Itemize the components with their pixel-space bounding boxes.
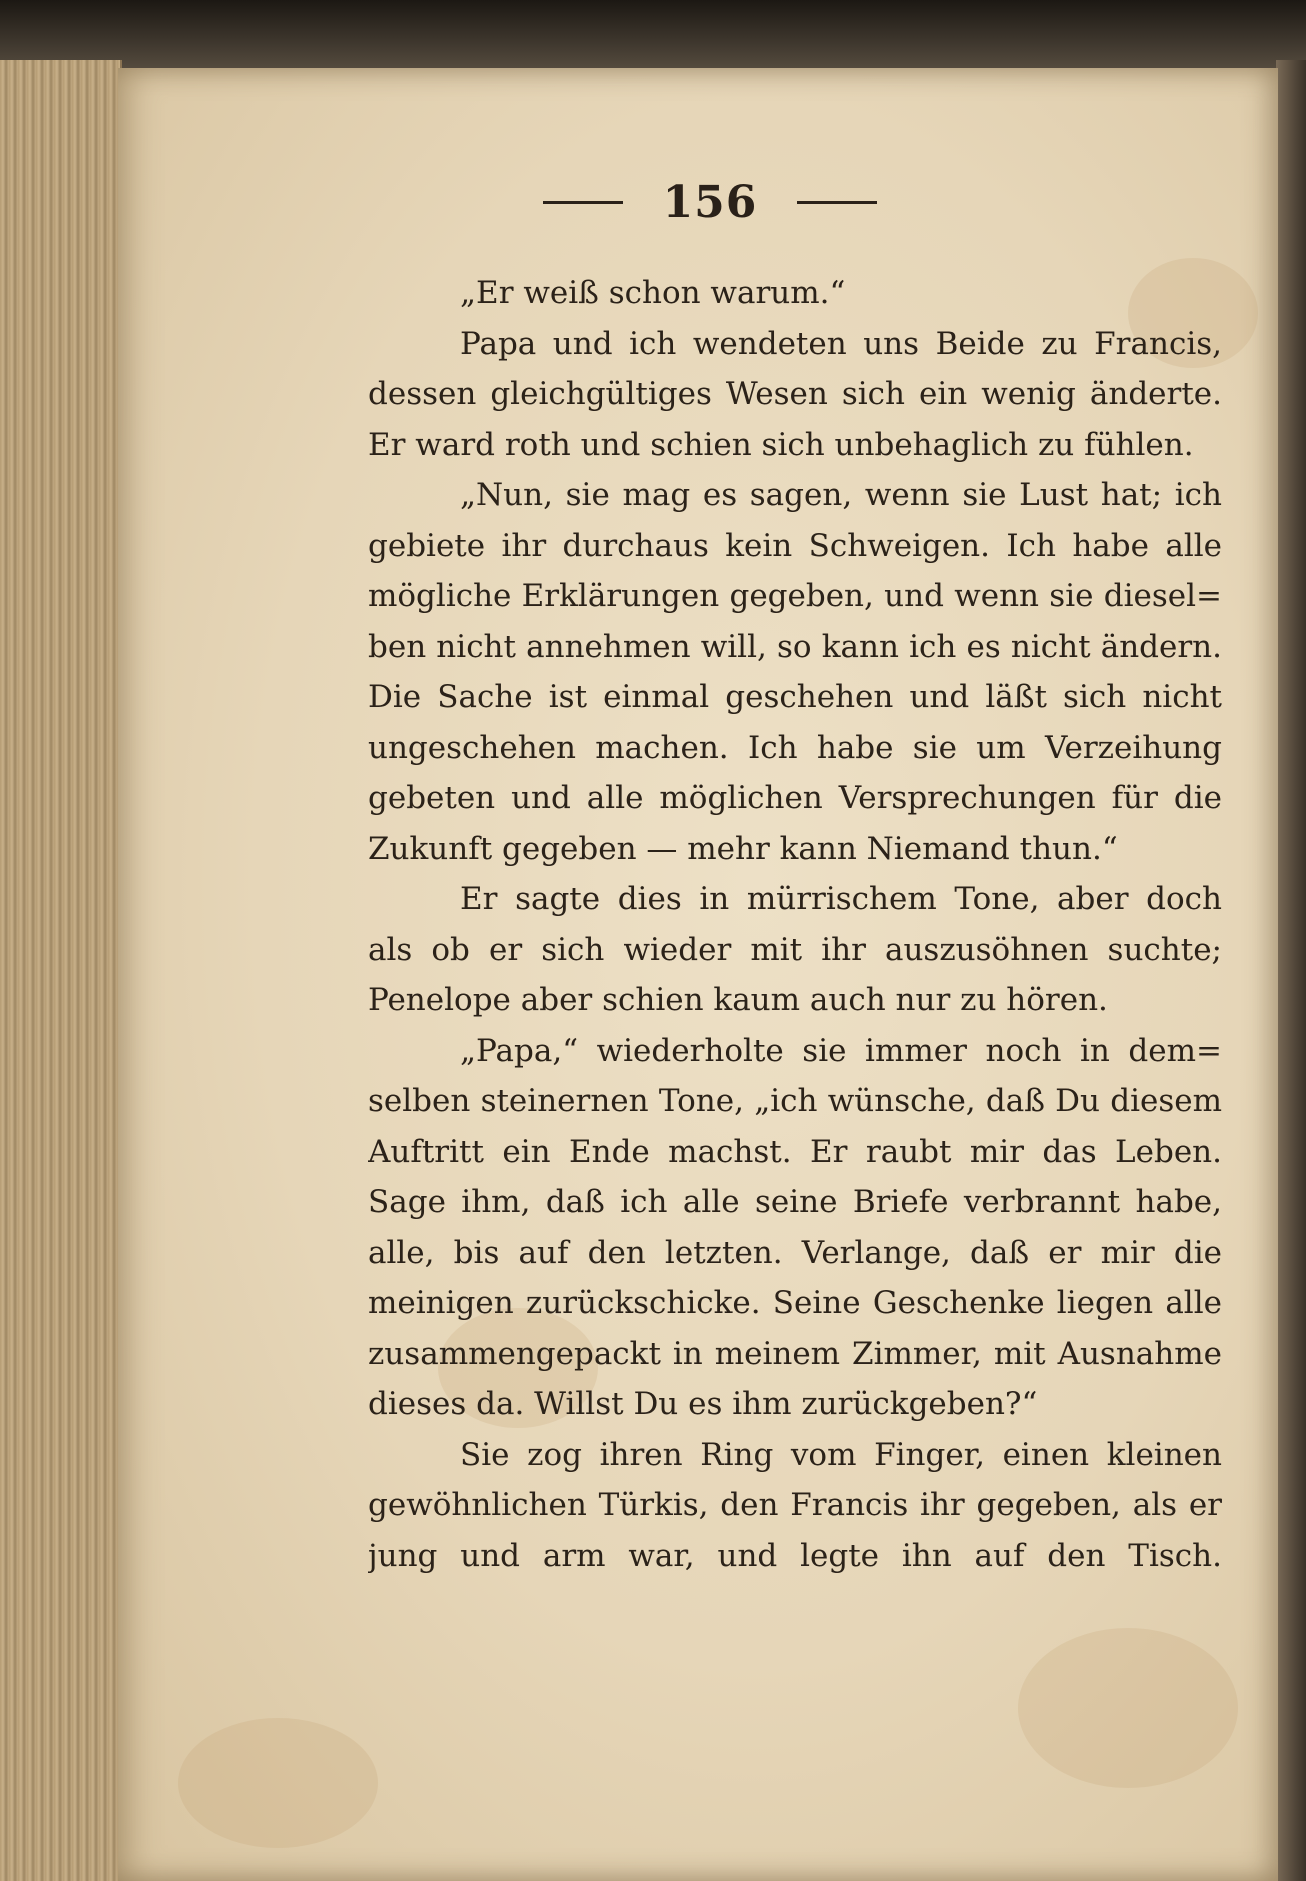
paper-stain (178, 1718, 378, 1848)
text-line: Er sagte dies in mürrischem Tone, aber doch (460, 881, 1222, 917)
text-line: jung und arm war, und legte ihn auf den Tisch. (368, 1537, 1222, 1574)
text-line: „Er weiß schon warum.“ (460, 275, 846, 311)
text-line: „Papa,“ wiederholte sie immer noch in dem= (460, 1032, 1222, 1069)
text-line: Auftritt ein Ende machst. Er raubt mir das Leben. (368, 1133, 1222, 1170)
text-line: alle, bis auf den letzten. Verlange, daß er mir die (368, 1234, 1222, 1271)
text-line: „Nun, sie mag es sagen, wenn sie Lust hat; ich (460, 477, 1222, 513)
text-line: Papa und ich wendeten uns Beide zu Francis, (460, 325, 1222, 362)
header-dash-left (543, 201, 623, 204)
book-top-edge (0, 0, 1306, 70)
book-cover-edge (1276, 60, 1306, 1881)
text-line: als ob er sich wieder mit ihr auszusöhnen suchte; (368, 931, 1222, 968)
text-line: Die Sache ist einmal geschehen und läßt sich nicht (368, 679, 1222, 715)
text-line: meinigen zurückschicke. Seine Geschenke liegen alle (368, 1285, 1222, 1321)
text-line: selben steinernen Tone, „ich wünsche, daß Du diesem (368, 1083, 1222, 1119)
paper-stain (1018, 1628, 1238, 1788)
page-header (480, 172, 940, 232)
body-text (368, 268, 1222, 1581)
text-line: Sage ihm, daß ich alle seine Briefe verbrannt habe, (368, 1184, 1222, 1220)
text-line: Er ward roth und schien sich unbehaglich zu fühlen. (368, 426, 1194, 463)
text-line: ungeschehen machen. Ich habe sie um Verzeihung (368, 729, 1222, 766)
text-line: Sie zog ihren Ring vom Finger, einen kleinen (460, 1436, 1222, 1473)
text-line: dieses da. Willst Du es ihm zurückgeben?“ (368, 1386, 1038, 1422)
text-line: Zukunft gegeben — mehr kann Niemand thun.“ (368, 830, 1118, 867)
text-line: mögliche Erklärungen gegeben, und wenn sie diesel= (368, 578, 1222, 614)
page-number: 156 (662, 176, 758, 228)
header-dash-right (797, 201, 877, 204)
text-line: gebeten und alle möglichen Versprechungen für die (368, 780, 1222, 816)
text-line: gewöhnlichen Türkis, den Francis ihr gegeben, als er (368, 1487, 1222, 1523)
text-line: zusammengepackt in meinem Zimmer, mit Ausnahme (368, 1335, 1222, 1372)
text-line: ben nicht annehmen will, so kann ich es nicht ändern. (368, 628, 1222, 665)
page-edges (0, 60, 122, 1881)
text-line: Penelope aber schien kaum auch nur zu hören. (368, 982, 1108, 1018)
text-line: gebiete ihr durchaus kein Schweigen. Ich habe alle (368, 527, 1222, 564)
text-line: dessen gleichgültiges Wesen sich ein wenig änderte. (368, 376, 1222, 412)
